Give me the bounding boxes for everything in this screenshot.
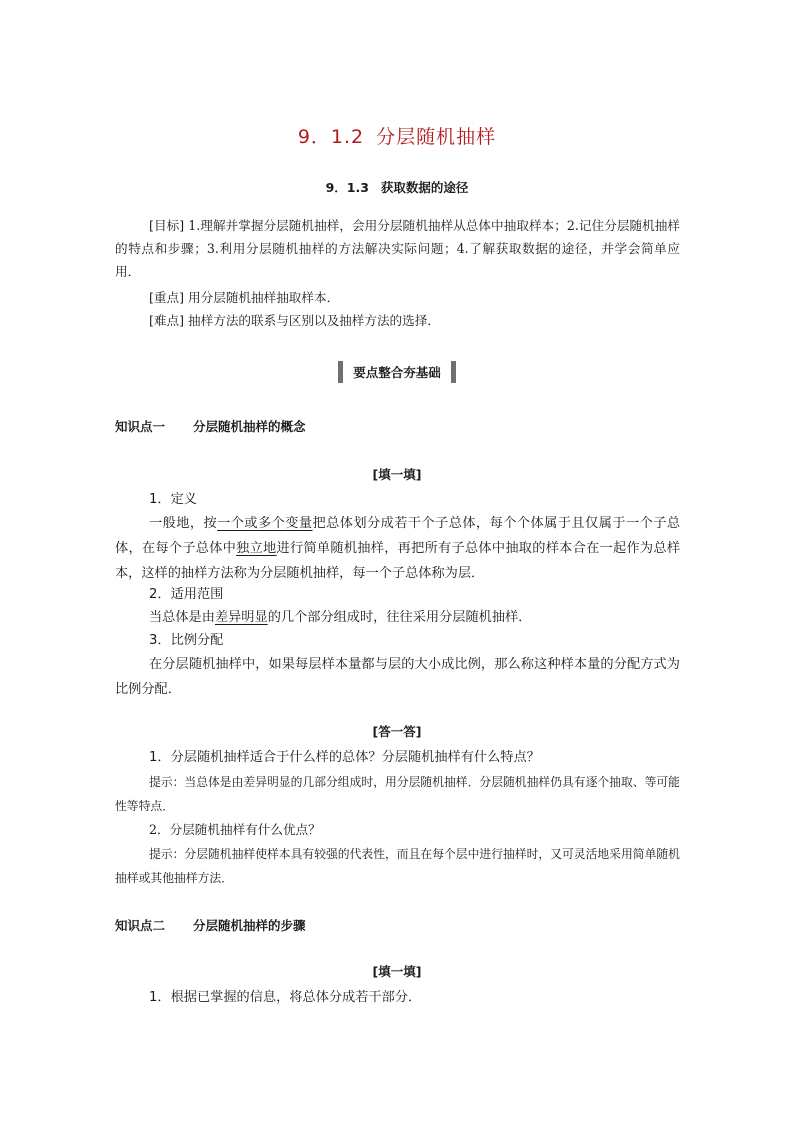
step-1: 1．根据已掌握的信息，将总体分成若干部分． bbox=[149, 990, 422, 1005]
def-text-2: 把总体划分成若干个子总体，每个个体属于且仅属于一个子总体，在每个子总体中 bbox=[115, 516, 681, 556]
def-text-1: 一般地，按 bbox=[149, 516, 218, 531]
page-title bbox=[0, 122, 794, 149]
def-underline-2: 独立地 bbox=[236, 541, 277, 556]
hint-label-1: 提示： bbox=[149, 775, 185, 789]
kp1-title: 分层随机抽样的概念 bbox=[193, 419, 306, 434]
kp2-title: 分层随机抽样的步骤 bbox=[193, 918, 306, 933]
scope-heading: 2．适用范围 bbox=[149, 587, 224, 602]
banner-right-bar bbox=[451, 361, 456, 383]
target-text: 1.理解并掌握分层随机抽样，会用分层随机抽样从总体中抽取样本；2.记住分层随机抽样的特点和步骤；3.利用分层随机抽样的方法解决实际问题；4.了解获取数据的途径，并学会简单应用． bbox=[115, 218, 680, 279]
kp1-label: 知识点一 bbox=[115, 419, 166, 434]
subtitle-text: 获取数据的途径 bbox=[380, 180, 469, 195]
scope-text-1: 当总体是由 bbox=[149, 610, 215, 625]
answer-2 bbox=[115, 842, 680, 890]
goals-paragraph bbox=[115, 214, 680, 283]
knowledge-point-1-heading bbox=[115, 417, 306, 435]
kp1-fill-heading: [填一填] bbox=[372, 467, 422, 482]
kp2-label: 知识点二 bbox=[115, 918, 166, 933]
title-number: 9．1.2 bbox=[297, 126, 365, 148]
answer-1 bbox=[115, 770, 680, 818]
scope-underline: 差异明显 bbox=[214, 610, 268, 625]
banner-left-bar bbox=[338, 361, 343, 383]
difficulty-text: 抽样方法的联系与区别以及抽样方法的选择． bbox=[188, 313, 440, 328]
def-text-3: 进行简单随机抽样，再把所有子总体中抽取的样本合在一起作为总样本，这样的抽样方法称为分层随机抽样，每一个子总体称为层． bbox=[115, 541, 681, 581]
banner-text: 要点整合夯基础 bbox=[353, 365, 441, 380]
knowledge-point-2-heading bbox=[115, 916, 306, 934]
kp2-fill-heading: [填一填] bbox=[372, 964, 422, 979]
def-underline-1: 一个或多个变量 bbox=[217, 516, 313, 531]
title-text: 分层随机抽样 bbox=[376, 126, 497, 148]
key-point-paragraph bbox=[115, 286, 680, 309]
scope-paragraph bbox=[115, 606, 680, 629]
proportion-paragraph: 在分层随机抽样中，如果每层样本量都与层的大小成比例，那么称这种样本量的分配方式为比例分配． bbox=[115, 657, 680, 697]
subtitle-number: 9．1.3 bbox=[325, 180, 369, 195]
section-banner bbox=[333, 360, 461, 384]
kp1-qa-heading: [答一答] bbox=[372, 724, 422, 739]
key-tag: [重点] bbox=[149, 290, 185, 305]
proportion-heading: 3．比例分配 bbox=[149, 633, 224, 648]
target-tag: [目标] bbox=[149, 218, 185, 233]
definition-heading: 1．定义 bbox=[149, 492, 197, 507]
scope-text-2: 的几个部分组成时，往往采用分层随机抽样． bbox=[267, 610, 532, 625]
hint-label-2: 提示： bbox=[149, 847, 185, 861]
difficulty-tag: [难点] bbox=[149, 313, 185, 328]
answer-1-text: 当总体是由差异明显的几部分组成时，用分层随机抽样．分层随机抽样仍具有逐个抽取、等可能性等特点． bbox=[115, 775, 680, 813]
key-text: 用分层随机抽样抽取样本． bbox=[188, 290, 340, 305]
question-1: 1．分层随机抽样适合于什么样的总体？分层随机抽样有什么特点？ bbox=[149, 750, 540, 765]
question-2: 2．分层随机抽样有什么优点？ bbox=[149, 822, 321, 837]
answer-2-text: 分层随机抽样使样本具有较强的代表性，而且在每个层中进行抽样时，又可灵活地采用简单随机抽样或其他抽样方法． bbox=[115, 847, 680, 885]
difficulty-paragraph bbox=[115, 309, 680, 332]
definition-paragraph bbox=[115, 511, 680, 586]
page-subtitle bbox=[0, 178, 794, 196]
